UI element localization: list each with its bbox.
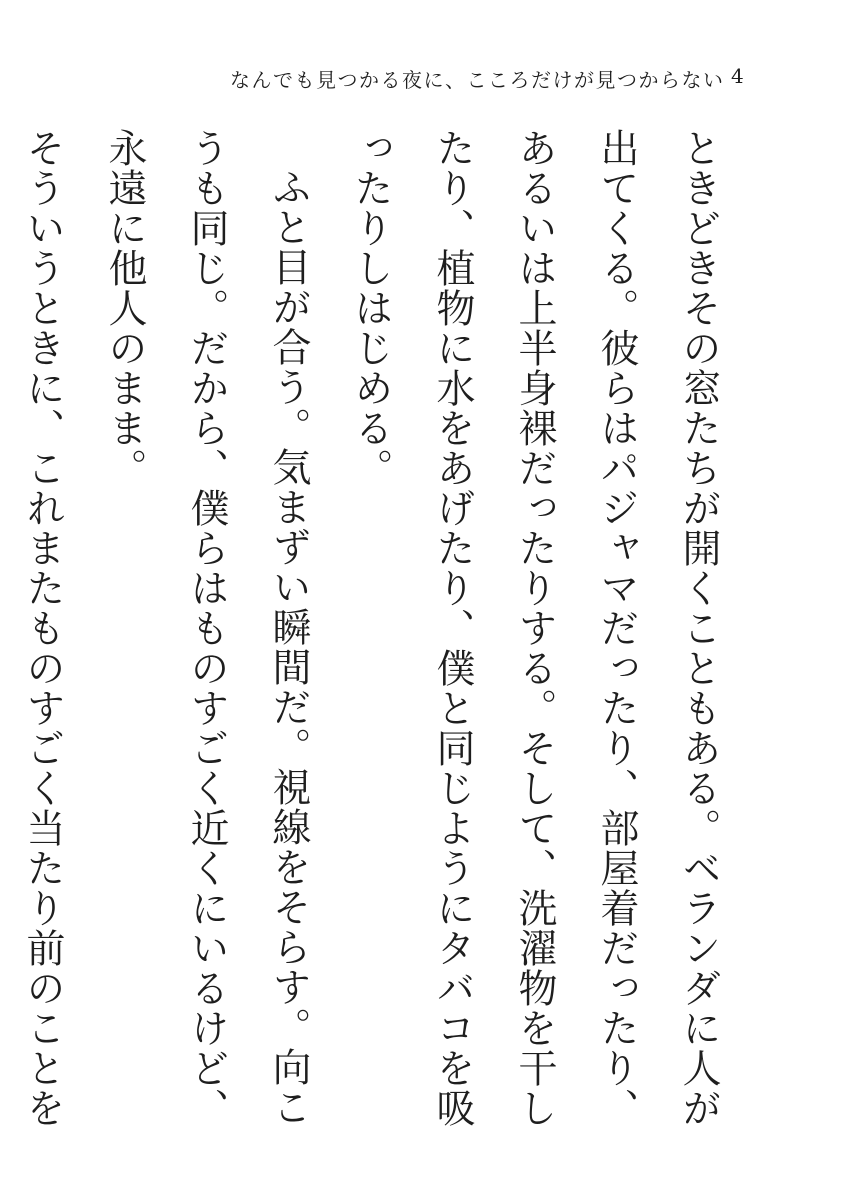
paragraph: そういうときに、これまたものすごく当たり前のことを [20, 128, 65, 1128]
vertical-body-text [0, 128, 739, 1128]
page-number: 4 [731, 64, 744, 88]
paragraph: ふと目が合う。気まずい瞬間だ。視線をそらす。向こうも同じ。だから、僕らはものすごく近くにいるけど、永遠に他人のまま。 [102, 128, 311, 1128]
paragraph: ときどきその窓たちが開くこともある。ベランダに人が出てくる。彼らはパジャマだったり、部屋着だったり、あるいは上半身裸だったりする。そして、洗濯物を干したり、植物に水をあげたり、僕と同じようにタバコを吸ったりしはじめる。 [348, 128, 721, 1128]
running-title: なんでも見つかる夜に、こころだけが見つからない [230, 68, 725, 92]
page-header [0, 64, 841, 104]
